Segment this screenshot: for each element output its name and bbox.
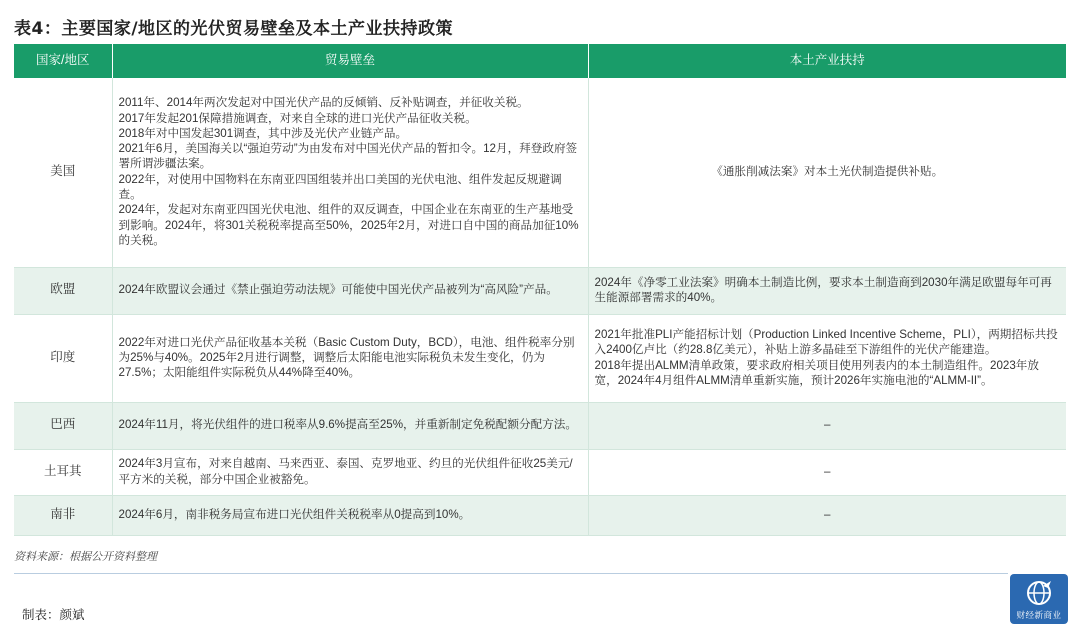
- barrier-text: 2017年发起201保障措施调查，对来自全球的进口光伏产品征收关税。: [118, 111, 477, 125]
- support-text: –: [824, 507, 831, 521]
- barrier-text: 2021年6月，美国海关以“强迫劳动”为由发布对中国光伏产品的暂扣令。12月，拜登政府签署所谓涉疆法案。: [118, 142, 578, 171]
- country-cell: 南非: [14, 495, 112, 535]
- country-cell: 土耳其: [14, 449, 112, 495]
- support-text: –: [824, 464, 831, 478]
- policy-table: [14, 44, 1066, 536]
- support-text: 2021年批准PLI产能招标计划（Production Linked Incentive Scheme，PLI），两期招标共投入2400亿卢比（约28.8亿美元），补贴上游多晶硅至下游组件的光伏产能建造。: [594, 327, 1058, 357]
- local-support-cell: [588, 495, 1066, 535]
- header-country: 国家/地区: [14, 44, 112, 78]
- table-row: [14, 267, 1066, 314]
- support-text: 2024年《净零工业法案》明确本土制造比例，要求本土制造商到2030年满足欧盟每年可再生能源部署需求的40%。: [594, 275, 1052, 304]
- local-support-cell: [588, 402, 1066, 449]
- support-text: –: [824, 418, 831, 432]
- logo-text: 财经新商业: [1016, 610, 1062, 620]
- trade-barrier-cell: [112, 495, 588, 535]
- table-row: [14, 402, 1066, 449]
- barrier-text: 2022年，对使用中国物料在东南亚四国组装并出口美国的光伏电池、组件发起反规避调查。: [118, 172, 562, 202]
- local-support-cell: [588, 78, 1066, 267]
- trade-barrier-cell: [112, 402, 588, 449]
- brand-logo: [1010, 574, 1068, 624]
- barrier-text: 2022年对进口光伏产品征收基本关税（Basic Custom Duty，BCD），电池、组件税率分别为25%与40%。2025年2月进行调整，调整后太阳能电池实际税负未发生变化，仍为27.5%；太阳能组件实际税负从44%降至40%。: [118, 335, 575, 380]
- barrier-text: 2011年、2014年两次发起对中国光伏产品的反倾销、反补贴调查，并征收关税。: [118, 96, 529, 110]
- support-text: 2018年提出ALMM清单政策，要求政府相关项目使用列表内的本土制造组件。2023年放宽，2024年4月组件ALMM清单重新实施，预计2026年实施电池的“ALMM-II”。: [594, 358, 1039, 387]
- table-header-row: [14, 44, 1066, 78]
- barrier-text: 2018年对中国发起301调查，其中涉及光伏产业链产品。: [118, 126, 408, 140]
- trade-barrier-cell: [112, 314, 588, 402]
- table-row: [14, 314, 1066, 402]
- barrier-text: 2024年6月，南非税务局宣布进口光伏组件关税税率从0提高到10%。: [118, 507, 471, 521]
- table-row: [14, 495, 1066, 535]
- country-cell: 欧盟: [14, 267, 112, 314]
- table-row: [14, 449, 1066, 495]
- header-trade-barriers: 贸易壁垒: [112, 44, 588, 78]
- trade-barrier-cell: [112, 78, 588, 267]
- country-cell: 印度: [14, 314, 112, 402]
- barrier-text: 2024年，发起对东南亚四国光伏电池、组件的双反调查，中国企业在东南亚的生产基地受到影响。2024年，将301关税税率提高至50%，2025年2月，对进口自中国的商品加征10%的关税。: [118, 203, 579, 247]
- barrier-text: 2024年欧盟议会通过《禁止强迫劳动法规》可能使中国光伏产品被列为“高风险”产品。: [118, 283, 558, 297]
- table-maker: 制表：颜斌: [22, 608, 85, 622]
- local-support-cell: [588, 267, 1066, 314]
- country-cell: 美国: [14, 78, 112, 267]
- local-support-cell: [588, 314, 1066, 402]
- trade-barrier-cell: [112, 449, 588, 495]
- source-note: 资料来源：根据公开资料整理: [14, 551, 157, 563]
- barrier-text: 2024年3月宣布，对来自越南、马来西亚、泰国、克罗地亚、约旦的光伏组件征收25美元/平方米的关税，部分中国企业被豁免。: [118, 457, 573, 486]
- header-local-support: 本土产业扶持: [588, 44, 1066, 78]
- globe-icon: [1024, 578, 1054, 608]
- divider: [14, 573, 1008, 574]
- trade-barrier-cell: [112, 267, 588, 314]
- barrier-text: 2024年11月，将光伏组件的进口税率从9.6%提高至25%，并重新制定免税配额分配方法。: [118, 418, 577, 432]
- local-support-cell: [588, 449, 1066, 495]
- country-cell: 巴西: [14, 402, 112, 449]
- table-row: [14, 78, 1066, 267]
- table-title: 表4：主要国家/地区的光伏贸易壁垒及本土产业扶持政策: [14, 19, 454, 39]
- support-text: 《通胀削减法案》对本土光伏制造提供补贴。: [711, 165, 944, 179]
